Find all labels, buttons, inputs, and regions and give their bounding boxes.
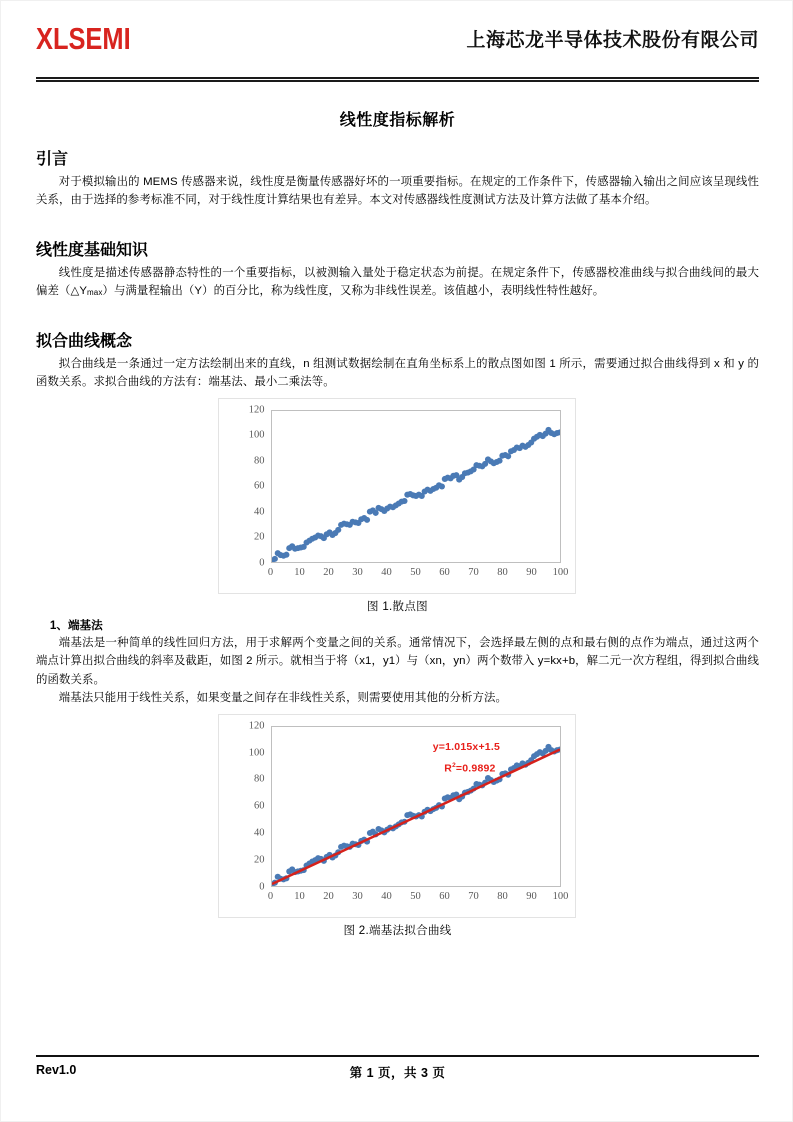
basics-text-part1: 线性度是描述传感器静态特性的一个重要指标，以被测输入量处于稳定状态为前提。在规定条件下，传感器校准曲线与拟合曲线间的最大偏差（△Y (36, 266, 759, 298)
chart1-svg (272, 411, 560, 562)
chart2-svg (272, 727, 560, 886)
basics-text-part2: ）与满量程输出（Y）的百分比，称为线性度，又称为非线性误差。该值越小，表明线性特性越好。 (102, 285, 605, 298)
chart2-rsquared-label (444, 762, 495, 775)
fit-line (272, 749, 560, 883)
section-heading-basics: 线性度基础知识 (36, 241, 149, 259)
axis-tick-label: 60 (254, 480, 265, 492)
data-point (283, 551, 289, 557)
axis-tick-label: 40 (381, 566, 392, 578)
chart2-equation-label: y=1.015x+1.5 (432, 740, 500, 753)
data-point (363, 517, 369, 523)
page-footer (36, 1055, 759, 1083)
footer-divider (36, 1055, 759, 1057)
rsquared-prefix: R (444, 762, 453, 775)
section-heading-fitting: 拟合曲线概念 (36, 332, 133, 350)
company-name: 上海芯龙半导体技术股份有限公司 (466, 29, 759, 51)
revision-label: Rev1.0 (36, 1063, 77, 1077)
axis-tick-label: 100 (248, 747, 265, 759)
footer-row (36, 1063, 759, 1083)
data-point (272, 556, 278, 562)
axis-tick-label: 20 (323, 890, 334, 902)
axis-tick-label: 80 (254, 773, 265, 785)
axis-tick-label: 100 (552, 890, 569, 902)
axis-tick-label: 80 (254, 455, 265, 467)
axis-tick-label: 120 (248, 404, 265, 416)
axis-tick-label: 40 (381, 890, 392, 902)
chart1-plot-area (271, 410, 561, 563)
figure-2-caption: 图 2.端基法拟合曲线 (343, 924, 452, 937)
axis-tick-label: 90 (526, 890, 537, 902)
axis-tick-label: 20 (323, 566, 334, 578)
axis-tick-label: 100 (248, 429, 265, 441)
axis-tick-label: 60 (254, 800, 265, 812)
data-point (401, 498, 407, 504)
scatter-chart-1 (218, 398, 576, 594)
data-point (438, 483, 444, 489)
axis-tick-label: 40 (254, 506, 265, 518)
axis-tick-label: 120 (248, 720, 265, 732)
document-title: 线性度指标解析 (339, 112, 456, 129)
chart1-x-axis-labels (267, 566, 569, 581)
page-header (36, 1, 759, 75)
figure-1-caption: 图 1.散点图 (367, 600, 428, 613)
axis-tick-label: 50 (410, 566, 421, 578)
page-content (36, 1, 759, 938)
axis-tick-label: 10 (294, 890, 305, 902)
basics-subscript-max: max (87, 288, 103, 298)
endpoint-paragraph-1: 端基法是一种简单的线性回归方法，用于求解两个变量之间的关系。通常情况下，会选择最左侧的点和最右侧的点作为端点，通过这两个端点计算出拟合曲线的斜率及截距，如图 2 所示。就相当于将（x1，y1）与（xn，yn）两个数带入 y=kx+b，解二元一次方程组，得到拟合曲线的函数关系。 (36, 636, 759, 686)
fitting-paragraph: 拟合曲线是一条通过一定方法绘制出来的直线，n 组测试数据绘制在直角坐标系上的散点图如图 1 所示，需要通过拟合曲线得到 x 和 y 的函数关系。求拟合曲线的方法有：端基法、最小二乘法等。 (36, 357, 759, 389)
axis-tick-label: 0 (267, 566, 274, 578)
chart2-y-axis-labels (219, 720, 265, 893)
chart2-x-axis-labels (267, 890, 569, 905)
axis-tick-label: 30 (352, 890, 363, 902)
page-number-label: 第 1 页，共 3 页 (349, 1066, 446, 1080)
axis-tick-label: 10 (294, 566, 305, 578)
axis-tick-label: 90 (526, 566, 537, 578)
axis-tick-label: 80 (497, 890, 508, 902)
axis-tick-label: 40 (254, 827, 265, 839)
header-divider (36, 77, 759, 82)
scatter-chart-2 (218, 714, 576, 918)
axis-tick-label: 70 (468, 890, 479, 902)
chart1-y-axis-labels (219, 404, 265, 569)
intro-paragraph: 对于模拟输出的 MEMS 传感器来说，线性度是衡量传感器好坏的一项重要指标。在规定的工作条件下，传感器输入输出之间应该呈现线性关系，由于选择的参考标准不同，对于线性度计算结果也有差异。本文对传感器线性度测试方法及计算方法做了基本介绍。 (36, 176, 759, 207)
endpoint-paragraph-2: 端基法只能用于线性关系，如果变量之间存在非线性关系，则需要使用其他的分析方法。 (58, 692, 507, 705)
axis-tick-label: 50 (410, 890, 421, 902)
basics-paragraph (36, 264, 759, 301)
axis-tick-label: 70 (468, 566, 479, 578)
axis-tick-label: 20 (254, 854, 265, 866)
rsquared-exponent: 2 (452, 761, 456, 769)
axis-tick-label: 30 (352, 566, 363, 578)
section-heading-intro: 引言 (36, 151, 69, 168)
rsquared-value: =0.9892 (455, 762, 496, 775)
axis-tick-label: 80 (497, 566, 508, 578)
subsection-heading-endpoint: 1、端基法 (49, 618, 103, 632)
figure-2 (218, 714, 578, 938)
axis-tick-label: 0 (267, 890, 274, 902)
axis-tick-label: 100 (552, 566, 569, 578)
axis-tick-label: 20 (254, 531, 265, 543)
axis-tick-label: 60 (439, 890, 450, 902)
figure-1 (218, 398, 578, 614)
axis-tick-label: 0 (259, 881, 265, 893)
company-logo: XLSEMI (36, 20, 131, 56)
axis-tick-label: 60 (439, 566, 450, 578)
chart2-plot-area (271, 726, 561, 887)
axis-tick-label: 0 (259, 557, 265, 569)
